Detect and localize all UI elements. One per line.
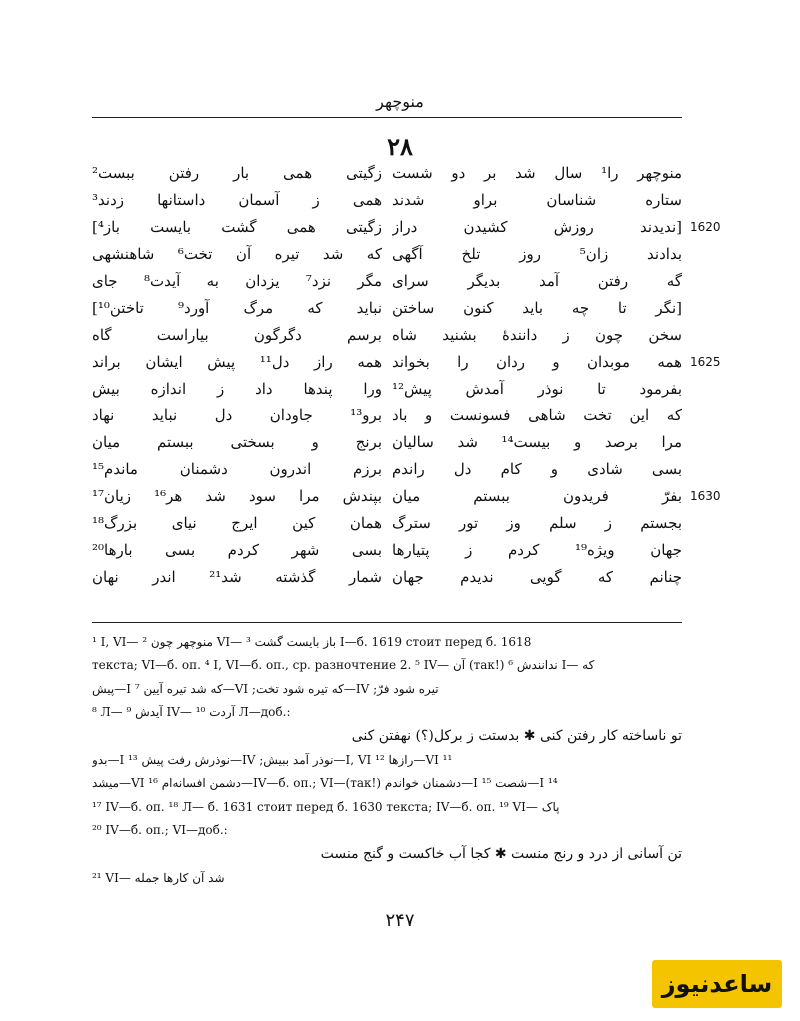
verse-line-number: 1620 [690, 220, 721, 235]
verse-right-hemistich: [ندیدند روزش کشیدن دراز [392, 218, 682, 237]
verse-left-hemistich: بسی شهر کردم بسی بارها²⁰ [92, 540, 382, 559]
verse-right-hemistich: بسی شادی و کام دل راندم [392, 460, 682, 479]
verse-left-hemistich: شمار گذشته شد²¹ اندر نهان [92, 567, 382, 586]
running-header-title: منوچهر [376, 92, 424, 111]
verse-row [92, 348, 721, 375]
verse-row [92, 563, 682, 590]
verse-row [92, 214, 721, 241]
verse-right-hemistich: مرا برصد و بیست¹⁴ شد سالیان [392, 433, 682, 452]
footnote-line: ²¹ VI— شد آن کارها جمله [92, 870, 225, 885]
footnote-line: ⁸ Л— آیدش ⁹ IV— آردت ¹⁰ Л—доб.: [92, 705, 291, 720]
footnote-line: ¹ I, VI— منوچهر چون ² VI— باز بایست گشت ³ I—б. 1619 стоит перед б. 1618 [92, 634, 532, 649]
verse-left-hemistich: ورا پندها داد ز اندازه بیش [92, 379, 382, 398]
verse-left-hemistich: مگر نزد⁷ یزدان به آیدت⁸ جای [92, 272, 382, 290]
footnote-line: ¹⁷ IV—б. оп. ¹⁸ Л— б. 1631 стоит перед б. 1630 текста; IV—б. оп. ¹⁹ VI— پاک [92, 799, 560, 814]
verse-right-hemistich: بجستم ز سلم وز تور سترگ [392, 514, 682, 533]
verse-right-hemistich: بدادند زان⁵ روز تلخ آگهی [392, 245, 682, 264]
verse-right-hemistich: [نگر تا چه باید کنون ساختن [392, 298, 682, 317]
verse-right-hemistich: همه موبدان و ردان را بخواند [392, 352, 682, 371]
footnote-verse: تن آسانی از درد و رنج منست ✱ کجا آب خاکست و گنج منست [320, 846, 682, 862]
verse-line-number: 1625 [690, 354, 721, 369]
verse-right-hemistich: بفرّ فریدون ببستم میان [392, 487, 682, 506]
verse-right-hemistich: منوچهر را¹ سال شد بر دو شست [392, 164, 682, 183]
verse-row [92, 375, 682, 402]
verse-right-hemistich: گه رفتن آمد بدیگر سرای [392, 272, 682, 290]
verse-right-hemistich: بفرمود تا نوذر آمدش پیش¹² [392, 379, 682, 398]
verse-right-hemistich: سخن چون ز دانندهٔ بشنید شاه [392, 325, 682, 344]
footnote-verse: تو ناساخته کار رفتن کنی ✱ بدستت ز برکل(؟) نهفتن کنی [351, 728, 682, 744]
verse-left-hemistich: برسم دگرگون بیاراست گاه [92, 325, 382, 344]
section-number: ۲۸ [387, 132, 413, 161]
verse-right-hemistich: ستاره شناسان براو شدند [392, 191, 682, 210]
verse-left-hemistich: همان کین ایرج نیای بزرگ¹⁸ [92, 514, 382, 533]
verse-left-hemistich: بپندش مرا سود شد هر¹⁶ زیان¹⁷ [92, 487, 382, 506]
verse-left-hemistich: زگیتی همی گشت بایست باز⁴] [92, 218, 382, 237]
watermark-logo: ساعدنیوز [652, 960, 782, 1008]
footnote-line: ²⁰ IV—б. оп.; VI—доб.: [92, 823, 228, 838]
verse-left-hemistich: همه راز دل¹¹ پیش ایشان براند [92, 352, 382, 371]
verse-left-hemistich: همی ز آسمان داستانها زدند³ [92, 191, 382, 210]
verses-block [92, 160, 721, 590]
verse-right-hemistich: جهان ویژه¹⁹ کردم ز پتیارها [392, 540, 682, 559]
verse-left-hemistich: برزم اندرون دشمنان ماندم¹⁵ [92, 460, 382, 479]
footnote-line: پیش—I ⁷ که شد تیره آیین—VI ;که تیره شود تخت—IV ;تیره شود فرّ [92, 681, 439, 696]
footnote-line: بدو—I ¹³ نوذرش رفت پیش—IV ;نوذر آمد ببیش—I, VI ¹² رازها—VI ¹¹ [92, 752, 453, 767]
verse-row [92, 294, 682, 321]
verse-row [92, 429, 682, 456]
verse-row [92, 160, 682, 187]
verse-row [92, 483, 721, 510]
verse-line-number: 1630 [690, 489, 721, 504]
verse-row [92, 402, 682, 429]
verse-row [92, 187, 682, 214]
verse-row [92, 456, 682, 483]
verse-left-hemistich: برو¹³ جاودان دل نباید نهاد [92, 406, 382, 425]
verse-left-hemistich: زگیتی همی بار رفتن ببست² [92, 164, 382, 183]
verse-row [92, 268, 682, 295]
footnote-rule [92, 622, 682, 623]
page-number: ۲۴۷ [385, 910, 415, 931]
footnote-line: текста; VI—б. оп. ⁴ I, VI—б. оп., ср. разночтение 2. ⁵ IV— آن (так!) ندانندش ⁶ I— که [92, 658, 595, 673]
verse-row [92, 321, 682, 348]
footnote-line: میشد—VI ¹⁶ دشمن افسانه‌ام—IV—б. оп.; VI—(так!) دشمنان خواندم—I ¹⁵ شصت—I ¹⁴ [92, 776, 558, 791]
footnotes-block [92, 630, 682, 890]
verse-right-hemistich: چنانم که گویی ندیدم جهان [392, 567, 682, 586]
verse-left-hemistich: نباید که مرگ آورد⁹ تاختن¹⁰] [92, 298, 382, 317]
verse-row [92, 510, 682, 537]
verse-right-hemistich: که این تخت شاهی فسونست و باد [392, 406, 682, 425]
header-rule [92, 117, 682, 118]
verse-left-hemistich: برنج و بسختی ببستم میان [92, 433, 382, 452]
verse-left-hemistich: که شد تیره آن تخت⁶ شاهنشهی [92, 245, 382, 264]
verse-row [92, 536, 682, 563]
verse-row [92, 241, 682, 268]
